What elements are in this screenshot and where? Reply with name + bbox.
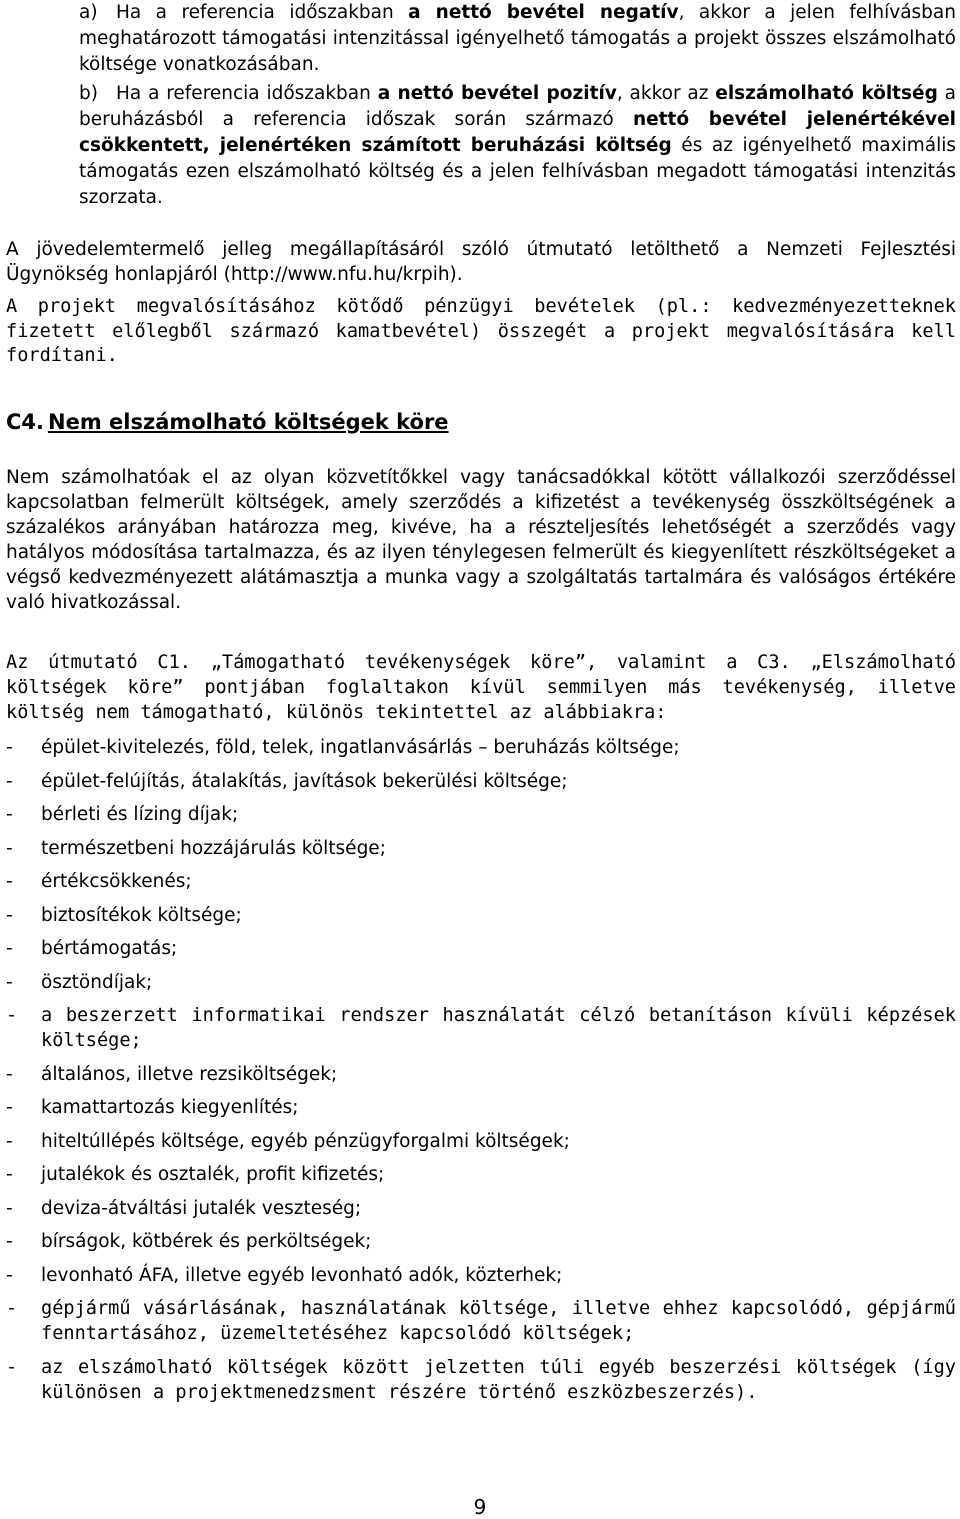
bullet-dash: - [6,804,13,825]
list-item-text: értékcsökkenés; [41,871,192,892]
item-a-label: a) [79,2,98,23]
list-item [6,1196,956,1221]
list-item [6,1229,956,1254]
bullet-dash: - [6,1097,13,1118]
list-item-b [79,81,956,211]
list-item [6,1003,956,1053]
list-item [6,802,956,827]
list-item [6,903,956,928]
bullet-dash: - [6,938,13,959]
bullet-dash: - [6,1197,13,1219]
bullet-dash: - [6,1063,13,1085]
list-item-text: hiteltúllépés költsége, egyéb pénzügyforgalmi költségek; [41,1130,570,1152]
section-heading [6,410,449,434]
list-item-text: általános, illetve rezsiköltségek; [41,1063,338,1085]
bullet-dash: - [6,837,13,859]
list-item-text: jutalékok és osztalék, profit kifizetés; [41,1164,385,1185]
paragraph-revenue-guide: A jövedelemtermelő jelleg megállapításáról szóló útmutató letölthető a Nemzeti Fejlesztési Ügynökség honlapjáról (http://www.nfu.hu/krpih). [6,239,956,285]
list-item [6,936,956,961]
page-number: 9 [473,1495,487,1519]
item-b-label: b) [79,83,98,104]
list-item-text: kamattartozás kiegyenlítés; [41,1097,299,1118]
list-item-text: biztosítékok költsége; [41,904,242,926]
list-item-text: gépjármű vásárlásának, használatának költsége, illetve ehhez kapcsolódó, gépjármű fenntartásához, üzemeltetéséhez kapcsolódó költségek; [41,1298,956,1344]
paragraph-intermediary-costs: Nem számolhatóak el az olyan közvetítőkkel vagy tanácsadókkal kötött vállalkozói szerződéssel kapcsolatban felmerült költségek, amely szerződés a kifizetést a tevékenység összköltségének a százalékos arányában határozza meg, kivéve, ha a részteljesítés lehetőségét a szerződés vagy hatályos módosítása tartalmazza, és az ilyen ténylegesen felmerült és kiegyenlített részköltségeket a végső kedvezményezett alátámasztja a munka vagy a szolgáltatás tartalmára és valóságos értékére való hivatkozással. [6,467,956,613]
list-item [6,869,956,894]
bullet-dash: - [6,1164,13,1185]
list-item [6,836,956,861]
bullet-dash: - [6,1264,13,1286]
bullet-dash: - [6,1005,18,1026]
list-item-text: deviza-átváltási jutalék veszteség; [41,1197,362,1219]
list-item-text: ösztöndíjak; [41,971,153,993]
section-number: C4. [6,410,45,434]
list-item-text: bírságok, kötbérek és perköltségek; [41,1231,372,1252]
item-a-text: a) Ha a referencia időszakban a nettó bevétel negatív, akkor a jelen felhívásban meghatározott támogatási intenzitással igényelhető támogatás a projekt összes elszámolható költsége vonatkozásában. [79,2,956,75]
list-item-text: bértámogatás; [41,938,178,959]
list-item [6,970,956,995]
list-item-a [79,0,956,78]
list-item [6,1296,956,1346]
list-item [6,1355,956,1405]
ineligible-cost-list [6,735,956,1413]
paragraph-financial-income: A projekt megvalósításához kötődő pénzügyi bevételek (pl.: kedvezményezetteknek fizetett előlegből származó kamatbevétel) összegét a projekt megvalósítására kell fordítani. [6,296,956,366]
list-item-text: a beszerzett informatikai rendszer használatát célzó betanításon kívüli képzések költsége; [41,1005,956,1051]
paragraph-guide-reference: Az útmutató C1. „Támogatható tevékenységek köre”, valamint a C3. „Elszámolható költségek köre” pontjában foglaltakon kívül semmilyen más tevékenység, illetve költség nem támogatható, különös tekintettel az alábbiakra: [6,652,956,723]
item-b-text: b) Ha a referencia időszakban a nettó bevétel pozitív, akkor az elszámolható költség a beruházásból a referencia időszak során származó nettó bevétel jelenértékével csökkentett, jelenértéken számított beruházási költség és az igényelhető maximális támogatás ezen elszámolható költség és a jelen felhívásban megadott támogatási intenzitás szorzata. [79,83,956,208]
list-item-text: bérleti és lízing díjak; [41,804,239,825]
bullet-dash: - [6,971,13,993]
list-item-text: az elszámolható költségek között jelzetten túli egyéb beszerzési költségek (így különösen a projektmenedzsment részére történő eszközbeszerzés). [41,1356,956,1403]
list-item-text: levonható ÁFA, illetve egyéb levonható adók, közterhek; [41,1264,563,1286]
list-item [6,735,956,760]
list-item [6,1062,956,1087]
bullet-dash: - [6,770,13,792]
bullet-dash: - [6,737,13,758]
list-item-text: épület-kivitelezés, föld, telek, ingatlanvásárlás – beruházás költsége; [41,737,680,758]
list-item [6,1263,956,1288]
bullet-dash: - [6,871,13,892]
bullet-dash: - [6,1356,18,1378]
bullet-dash: - [6,1231,13,1252]
list-item [6,1129,956,1154]
list-item [6,1095,956,1120]
bullet-dash: - [6,1130,13,1152]
list-item [6,1162,956,1187]
list-item [6,769,956,794]
bullet-dash: - [6,1298,18,1319]
list-item-text: épület-felújítás, átalakítás, javítások bekerülési költsége; [41,770,568,792]
bullet-dash: - [6,904,13,926]
section-title: Nem elszámolható költségek köre [48,410,449,434]
list-item-text: természetbeni hozzájárulás költsége; [41,837,386,859]
